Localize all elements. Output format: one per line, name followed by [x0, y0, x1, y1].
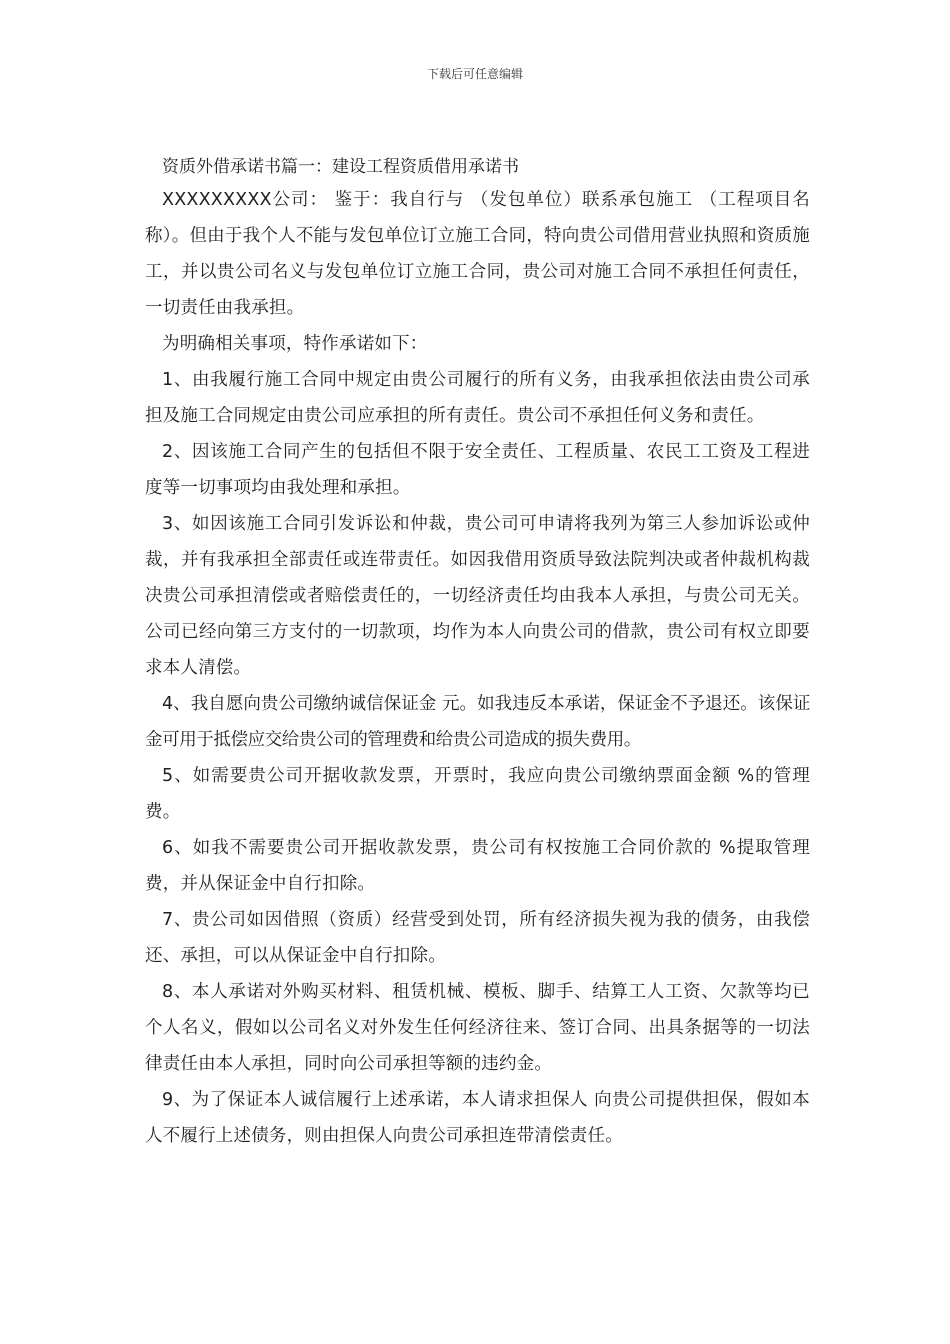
paragraph-item-4: 4、我自愿向贵公司缴纳诚信保证金 元。如我违反本承诺，保证金不予退还。该保证金可用于抵偿应交给贵公司的管理费和给贵公司造成的损失费用。	[145, 694, 810, 750]
document-title: 资质外借承诺书篇一：建设工程资质借用承诺书	[162, 157, 519, 177]
paragraph-item-5: 5、如需要贵公司开据收款发票，开票时，我应向贵公司缴纳票面金额 %的管理费。	[145, 766, 810, 822]
paragraph-item-2: 2、因该施工合同产生的包括但不限于安全责任、工程质量、农民工工资及工程进度等一切事项均由我处理和承担。	[145, 442, 810, 498]
paragraph-item-7: 7、贵公司如因借照（资质）经营受到处罚，所有经济损失视为我的债务，由我偿还、承担，可以从保证金中自行扣除。	[145, 910, 810, 966]
paragraph-lead: 为明确相关事项，特作承诺如下：	[162, 334, 428, 354]
document-body	[145, 156, 810, 1154]
paragraph-item-1: 1、由我履行施工合同中规定由贵公司履行的所有义务，由我承担依法由贵公司承担及施工合同规定由贵公司应承担的所有责任。贵公司不承担任何义务和责任。	[145, 370, 810, 426]
paragraph-intro: XXXXXXXXX公司： 鉴于：我自行与 （发包单位）联系承包施工 （工程项目名称）。但由于我个人不能与发包单位订立施工合同，特向贵公司借用营业执照和资质施工，并以贵公司名义与发包单位订立施工合同，贵公司对施工合同不承担任何责任，一切责任由我承担。	[145, 190, 810, 318]
paragraph-item-8: 8、本人承诺对外购买材料、租赁机械、模板、脚手、结算工人工资、欠款等均已个人名义，假如以公司名义对外发生任何经济往来、签订合同、出具条据等的一切法律责任由本人承担，同时向公司承担等额的违约金。	[145, 982, 810, 1074]
header-note: 下载后可任意编辑	[426, 67, 523, 81]
paragraph-item-9: 9、为了保证本人诚信履行上述承诺，本人请求担保人 向贵公司提供担保，假如本人不履行上述债务，则由担保人向贵公司承担连带清偿责任。	[145, 1090, 810, 1146]
paragraph-item-6: 6、如我不需要贵公司开据收款发票，贵公司有权按施工合同价款的 %提取管理费，并从保证金中自行扣除。	[145, 838, 810, 894]
paragraph-item-3: 3、如因该施工合同引发诉讼和仲裁，贵公司可申请将我列为第三人参加诉讼或仲裁，并有我承担全部责任或连带责任。如因我借用资质导致法院判决或者仲裁机构裁决贵公司承担清偿或者赔偿责任的，一切经济责任均由我本人承担，与贵公司无关。公司已经向第三方支付的一切款项，均作为本人向贵公司的借款，贵公司有权立即要求本人清偿。	[145, 514, 810, 678]
